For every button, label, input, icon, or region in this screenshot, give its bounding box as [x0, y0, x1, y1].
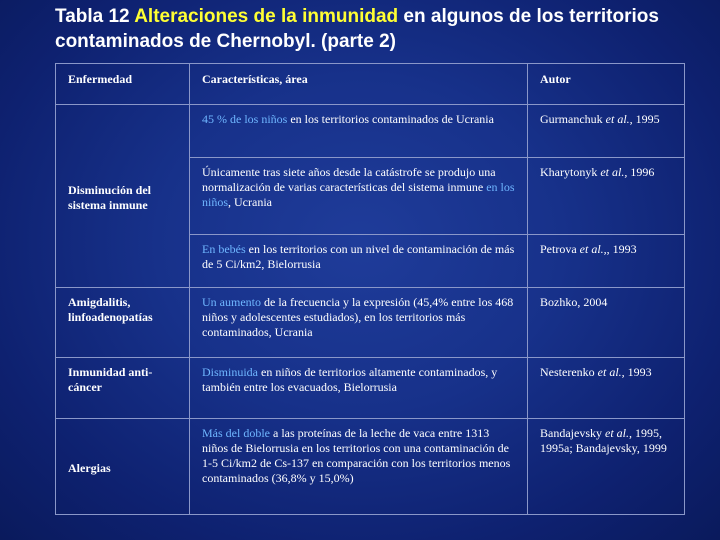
header-author: Autor [528, 64, 685, 105]
table-row [56, 358, 685, 419]
author-name: Kharytonyk [540, 165, 601, 179]
highlight-text: 45 % de los niños [202, 112, 288, 126]
author-cell [528, 288, 685, 358]
author-name: Petrova [540, 242, 580, 256]
highlight-text: En bebés [202, 242, 246, 256]
author-year: 1995 [632, 112, 660, 126]
author-name: Nesterenko [540, 365, 598, 379]
characteristics-cell [190, 235, 528, 288]
author-year: 1996 [627, 165, 655, 179]
table-row [56, 288, 685, 358]
characteristics-text: en niños de territorios altamente contaminados, y también entre los evacuados, Bielorrusia [202, 365, 498, 394]
disease-label: Inmunidad anti-cáncer [68, 365, 153, 394]
author-year: 1995, 1995a; Bandajevsky, 1999 [540, 426, 667, 455]
characteristics-cell [190, 105, 528, 158]
title-highlight: Alteraciones de la inmunidad [134, 6, 399, 27]
author-year: , 1993 [606, 242, 637, 256]
characteristics-text: en los territorios contaminados de Ucrania [287, 112, 494, 126]
author-cell [528, 105, 685, 158]
author-etal: et al., [605, 112, 633, 126]
author-cell [528, 419, 685, 515]
disease-cell [56, 358, 190, 419]
author-cell [528, 358, 685, 419]
disease-cell [56, 288, 190, 358]
disease-cell [56, 105, 190, 288]
characteristics-cell [190, 358, 528, 419]
header-disease: Enfermedad [56, 64, 190, 105]
title-suffix: en algunos de los territorios contaminados de Chernobyl. (parte 2) [55, 6, 659, 52]
header-characteristics: Características, área [190, 64, 528, 105]
author-cell [528, 235, 685, 288]
characteristics-cell [190, 158, 528, 235]
author-etal: et al., [597, 365, 625, 379]
author-year: 1993 [624, 365, 652, 379]
author-etal: et al., [600, 165, 628, 179]
highlight-text: Más del doble [202, 426, 270, 440]
author-name: Bozhko, 2004 [540, 295, 608, 309]
highlight-text: Un aumento [202, 295, 261, 309]
author-etal: et al., [605, 426, 632, 440]
characteristics-text: Únicamente tras siete años desde la catástrofe se produjo una normalización de varias características del sistema inmune [202, 165, 496, 194]
title-prefix: Tabla 12 [55, 6, 135, 27]
immunity-table [55, 63, 685, 515]
author-cell [528, 158, 685, 235]
disease-label: Disminución del sistema inmune [68, 182, 152, 212]
characteristics-text: , Ucrania [228, 195, 272, 209]
characteristics-text: en los territorios con un nivel de contaminación de más de 5 Ci/km2, Bielorrusia [202, 242, 515, 271]
characteristics-cell [190, 419, 528, 515]
disease-label: Alergias [68, 460, 111, 475]
page-title [55, 4, 695, 54]
table-header-row [56, 64, 685, 105]
author-name: Gurmanchuk [540, 112, 606, 126]
characteristics-cell [190, 288, 528, 358]
disease-label: Amigdalitis, linfoadenopatías [68, 295, 153, 324]
author-name: Bandajevsky [540, 426, 605, 440]
table-row [56, 105, 685, 158]
characteristics-text: a las proteínas de la leche de vaca entre 1313 niños de Bielorrusia en los territorios con una contaminación de 1-5 Ci/km2 de Cs-137 en comparación con los territorios menos contaminados (36,8% y 15,0%) [202, 426, 511, 485]
highlight-text: en los niños [202, 180, 515, 209]
characteristics-text: de la frecuencia y la expresión (45,4% entre los 468 niños y adolescentes estudiados), en los territorios más contaminados, Ucrania [202, 295, 514, 339]
highlight-text: Disminuida [202, 365, 258, 379]
disease-cell [56, 419, 190, 515]
table-row [56, 419, 685, 515]
author-etal: et al., [579, 242, 607, 256]
